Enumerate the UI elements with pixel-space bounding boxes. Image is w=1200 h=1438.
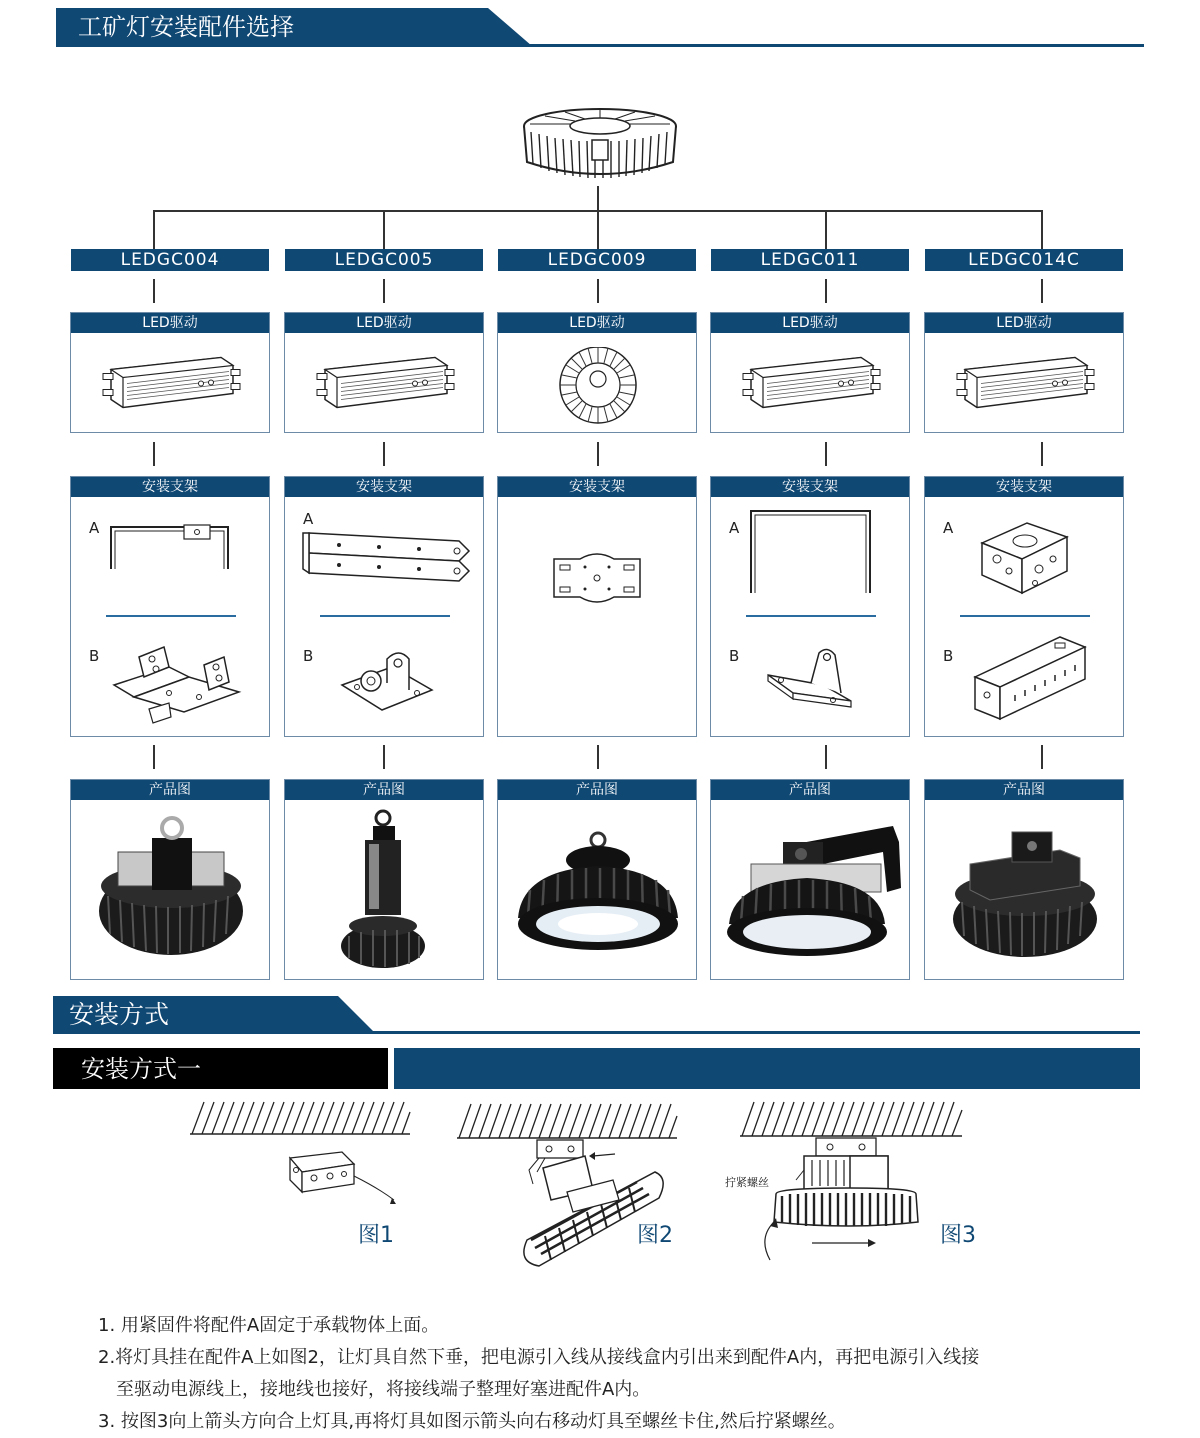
product-card (284, 779, 484, 980)
product-card (70, 779, 270, 980)
bracket-a-icon (746, 507, 876, 597)
bracket-card-title: 安装支架 (71, 477, 269, 497)
step-1: 1. 用紧固件将配件A固定于承载物体上面。 (98, 1315, 440, 1336)
connector (383, 279, 385, 303)
model-label: LEDGC009 (498, 249, 696, 271)
header-tab-slant (486, 8, 534, 48)
bracket-card (284, 476, 484, 737)
bracket-card-title: 安装支架 (925, 477, 1123, 497)
method-bar-right (394, 1048, 1140, 1089)
junction-box-b-icon (970, 627, 1090, 727)
connector (597, 442, 599, 466)
driver-card-title: LED驱动 (285, 313, 483, 333)
product-lamp-image (96, 816, 246, 966)
product-lamp-image (723, 824, 903, 964)
model-label: LEDGC014C (925, 249, 1123, 271)
product-card-title: 产品图 (71, 780, 269, 800)
tree-drop-1 (153, 210, 155, 249)
step-3: 3. 按图3向上箭头方向合上灯具,再将灯具如图示箭头向右移动灯具至螺丝卡住,然后拧紧螺丝。 (98, 1411, 846, 1432)
product-card (924, 779, 1124, 980)
tree-drop-2 (383, 210, 385, 249)
bracket-a-label: A (729, 519, 740, 537)
driver-card (70, 312, 270, 433)
connector (597, 279, 599, 303)
tree-trunk (597, 186, 599, 211)
bracket-b-label: B (89, 647, 100, 665)
driver-card-title: LED驱动 (711, 313, 909, 333)
driver-icon (955, 349, 1095, 414)
bracket-card-title: 安装支架 (498, 477, 696, 497)
connector (825, 745, 827, 769)
product-card-title: 产品图 (285, 780, 483, 800)
connector (153, 745, 155, 769)
bracket-card-title: 安装支架 (285, 477, 483, 497)
figure-2-label: 图2 (637, 1223, 673, 1248)
figure-1-diagram (188, 1100, 418, 1210)
driver-card-title: LED驱动 (71, 313, 269, 333)
product-card (710, 779, 910, 980)
step-2: 2.将灯具挂在配件A上如图2，让灯具自然下垂，把电源引入线从接线盒内引出来到配件A内，再把电源引入线接 (98, 1347, 980, 1368)
junction-box-a-icon (977, 515, 1072, 597)
bracket-plate-icon (550, 547, 644, 609)
product-lamp-image (950, 824, 1100, 964)
highbay-lamp-icon (515, 104, 685, 184)
product-card (497, 779, 697, 980)
connector (1041, 745, 1043, 769)
round-driver-icon (555, 347, 641, 427)
bracket-card (924, 476, 1124, 737)
product-card-title: 产品图 (711, 780, 909, 800)
figure-3-annotation: 拧紧螺丝 (725, 1176, 769, 1189)
bracket-card (710, 476, 910, 737)
connector (153, 442, 155, 466)
product-card-title: 产品图 (498, 780, 696, 800)
install-section-title: 安装方式 (69, 1000, 170, 1029)
page-title: 工矿灯安装配件选择 (78, 13, 294, 41)
bracket-b-label: B (729, 647, 740, 665)
product-lamp-image (335, 808, 435, 973)
product-lamp-image (514, 830, 682, 960)
product-card-title: 产品图 (925, 780, 1123, 800)
tree-drop-4 (825, 210, 827, 249)
figure-1-label: 图1 (358, 1223, 394, 1248)
bracket-card (70, 476, 270, 737)
connector (1041, 442, 1043, 466)
model-label: LEDGC005 (285, 249, 483, 271)
model-label: LEDGC011 (711, 249, 909, 271)
driver-card-title: LED驱动 (498, 313, 696, 333)
bracket-b-icon (763, 645, 863, 720)
bracket-a-icon (106, 519, 236, 575)
driver-card (284, 312, 484, 433)
connector (383, 442, 385, 466)
bracket-b-icon (109, 637, 244, 727)
header-rule (56, 44, 1144, 47)
driver-card (924, 312, 1124, 433)
bracket-divider (746, 615, 876, 617)
bracket-divider (320, 615, 450, 617)
bracket-a-label: A (303, 510, 314, 528)
bracket-a-label: A (943, 519, 954, 537)
driver-card (710, 312, 910, 433)
tree-drop-3 (597, 210, 599, 249)
bracket-a-icon (299, 525, 474, 583)
model-label: LEDGC004 (71, 249, 269, 271)
bracket-divider (960, 615, 1090, 617)
install-steps (98, 1310, 1098, 1438)
driver-icon (741, 349, 881, 414)
connector (825, 442, 827, 466)
method-title: 安装方式一 (81, 1055, 201, 1083)
tree-drop-5 (1041, 210, 1043, 249)
driver-card-title: LED驱动 (925, 313, 1123, 333)
bracket-b-icon (337, 645, 437, 720)
connector (597, 745, 599, 769)
driver-icon (101, 349, 241, 414)
bracket-b-label: B (943, 647, 954, 665)
step-2-cont: 至驱动电源线上，接地线也接好，将接线端子整理好塞进配件A内。 (116, 1379, 651, 1400)
bracket-divider (106, 615, 236, 617)
bracket-b-label: B (303, 647, 314, 665)
bracket-card (497, 476, 697, 737)
connector (153, 279, 155, 303)
figure-3-label: 图3 (940, 1223, 976, 1248)
bracket-card-title: 安装支架 (711, 477, 909, 497)
bracket-a-label: A (89, 519, 100, 537)
install-section-rule (53, 1031, 1140, 1034)
driver-card (497, 312, 697, 433)
connector (383, 745, 385, 769)
driver-icon (315, 349, 455, 414)
connector (1041, 279, 1043, 303)
connector (825, 279, 827, 303)
